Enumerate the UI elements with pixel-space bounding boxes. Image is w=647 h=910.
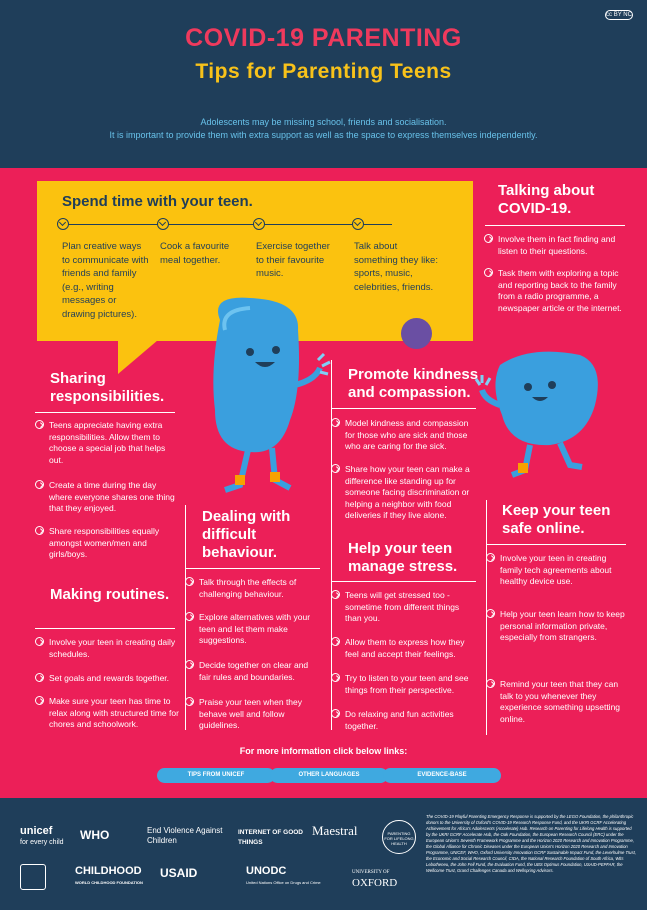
page-subtitle: Tips for Parenting Teens bbox=[195, 60, 452, 83]
chevron-right-icon bbox=[35, 637, 44, 646]
chevron-right-icon bbox=[484, 234, 493, 243]
stress-item: Do relaxing and fun activities together. bbox=[331, 709, 476, 732]
spend-time-item: Plan creative ways to communicate with friends and family (e.g., writing messages or drawing pictures). bbox=[62, 241, 149, 320]
license-badge: cc BY NC bbox=[606, 12, 632, 18]
other-languages-button[interactable]: OTHER LANGUAGES bbox=[270, 768, 388, 783]
spend-time-title: Spend time with your teen. bbox=[62, 193, 253, 210]
chevron-right-icon bbox=[35, 420, 44, 429]
section-divider bbox=[331, 581, 476, 582]
routines-title: Making routines. bbox=[50, 586, 170, 603]
spend-time-item: Exercise together to their favourite music. bbox=[256, 241, 330, 279]
difficult-item: Talk through the effects of challenging behaviour. bbox=[185, 577, 320, 600]
spend-time-divider bbox=[62, 224, 392, 225]
stress-item: Allow them to express how they feel and accept their feelings. bbox=[331, 637, 476, 660]
chevron-down-icon bbox=[57, 218, 69, 230]
evidence-base-button[interactable]: EVIDENCE-BASE bbox=[383, 768, 501, 783]
chevron-right-icon bbox=[331, 418, 340, 427]
routines-item: Involve your teen in creating daily schedules. bbox=[35, 637, 180, 660]
online-item: Help your teen learn how to keep personal information private, especially from strangers. bbox=[486, 609, 626, 644]
chevron-right-icon bbox=[35, 480, 44, 489]
talking-item: Task them with exploring a topic and reporting back to the family from a radio programme, a newspaper article or the internet. bbox=[484, 268, 624, 314]
tips-from-unicef-button[interactable]: TIPS FROM UNICEF bbox=[157, 768, 275, 783]
intro-line-1: Adolescents may be missing school, friends and socialisation. bbox=[200, 117, 447, 127]
maestral-logo: Maestral bbox=[312, 823, 358, 838]
section-divider bbox=[185, 568, 320, 569]
chevron-right-icon bbox=[35, 526, 44, 535]
kindness-item: Model kindness and compassion for those who are sick and those who are caring for the sick. bbox=[331, 418, 476, 453]
internet-of-good-things-logo: INTERNET OF GOOD THINGS bbox=[238, 829, 303, 846]
routines-item: Make sure your teen has time to relax along with structured time for chores and schoolwork. bbox=[35, 696, 180, 731]
intro-text bbox=[0, 116, 647, 142]
page-title: COVID-19 PARENTING bbox=[185, 24, 462, 52]
chevron-right-icon bbox=[185, 612, 194, 621]
more-info-prompt: For more information click below links: bbox=[239, 746, 408, 756]
chevron-right-icon bbox=[185, 660, 194, 669]
sharing-item: Create a time during the day where everyone shares one thing that they enjoyed. bbox=[35, 480, 180, 515]
section-divider bbox=[331, 408, 476, 409]
chevron-right-icon bbox=[331, 590, 340, 599]
chevron-right-icon bbox=[331, 637, 340, 646]
chevron-right-icon bbox=[35, 696, 44, 705]
ball-illustration bbox=[401, 318, 432, 349]
difficult-item: Explore alternatives with your teen and let them make suggestions. bbox=[185, 612, 320, 647]
kindness-item: Share how your teen can make a difference like standing up for someone facing discrimination or helping a neighbor with food deliveries if they live alone. bbox=[331, 464, 476, 522]
online-title: Keep your teen safe online. bbox=[502, 502, 611, 537]
usaid-logo: USAID bbox=[160, 866, 198, 880]
stress-item: Try to listen to your teen and see things from their perspective. bbox=[331, 673, 476, 696]
oxford-logo: UNIVERSITY OF OXFORD bbox=[352, 870, 398, 889]
spend-time-item: Talk about something they like: sports, music, celebrities, friends. bbox=[354, 241, 438, 293]
chevron-down-icon bbox=[157, 218, 169, 230]
spend-time-box-tail bbox=[118, 340, 158, 374]
teen-character-right-illustration bbox=[470, 345, 620, 505]
childhood-logo: CHILDHOOD WORLD CHILDHOOD FOUNDATION bbox=[75, 865, 143, 885]
teen-character-left-illustration bbox=[180, 290, 340, 510]
talking-item: Involve them in fact finding and listen to their questions. bbox=[484, 234, 624, 257]
intro-line-2: It is important to provide them with extra support as well as the space to express themselves independently. bbox=[109, 130, 538, 140]
emblem-logo bbox=[20, 864, 46, 890]
sharing-item: Share responsibilities equally amongst women/men and girls/boys. bbox=[35, 526, 180, 561]
stress-title: Help your teen manage stress. bbox=[348, 540, 458, 575]
stress-item: Teens will get stressed too - sometime from different things than you. bbox=[331, 590, 476, 625]
chevron-right-icon bbox=[331, 709, 340, 718]
kindness-title: Promote kindness and compassion. bbox=[348, 366, 479, 401]
section-divider bbox=[35, 412, 175, 413]
chevron-right-icon bbox=[484, 268, 493, 277]
difficult-item: Praise your teen when they behave well and follow guidelines. bbox=[185, 697, 320, 732]
sharing-item: Teens appreciate having extra responsibilities. Allow them to choose a special job that helps out. bbox=[35, 420, 180, 466]
chevron-right-icon bbox=[486, 679, 495, 688]
spend-time-item: Cook a favourite meal together. bbox=[160, 241, 230, 266]
routines-item: Set goals and rewards together. bbox=[35, 673, 180, 685]
chevron-down-icon bbox=[253, 218, 265, 230]
chevron-right-icon bbox=[185, 577, 194, 586]
chevron-right-icon bbox=[331, 673, 340, 682]
section-divider bbox=[485, 225, 625, 226]
chevron-right-icon bbox=[486, 609, 495, 618]
section-divider bbox=[35, 628, 175, 629]
online-item: Involve your teen in creating family tech agreements about healthy device use. bbox=[486, 553, 626, 588]
chevron-right-icon bbox=[185, 697, 194, 706]
end-violence-logo: End Violence Against Children bbox=[147, 826, 223, 845]
chevron-down-icon bbox=[352, 218, 364, 230]
chevron-right-icon bbox=[331, 464, 340, 473]
online-item: Remind your teen that they can talk to you whenever they experience something upsetting online. bbox=[486, 679, 626, 725]
sharing-title: Sharing responsibilities. bbox=[50, 370, 165, 405]
funding-fine-print: The COVID-19 Playful Parenting Emergency Response is supported by the LEGO Foundation, the philanthropic donors to the University of Oxford's COVID-19 Research Response Fund, and the UKRI GCRF Accelerating Achievement for Africa's Adolescents (Accelerate) Hub. Research on Parenting for Lifelong Health is supported by the UKRI GCRF Accelerate Hub, the Oak Foundation, the European Research Council (ERC) under the European Union's Seventh Framework Programme and the Horizon 2020 Research and Innovation Programme, the Global Alliance for Chronic Diseases under the European Union's Horizon 2020 Research and Innovation Programme, UNICEF, WHO, Oxford University Innovation GCRF Sustainable Impact Fund, the Leverhulme Trust, the Economic and Social Research Council, CIDA, the National Research Foundation of South Africa, Wits Lebotheneu, the John Fell Fund, the Evaluation Fund, the UBS Optimus Foundation, USAID-PEPFAR, the Wellcome Trust, Grand Challenges Canada and Wellspring Advisors. bbox=[426, 814, 636, 873]
who-logo: WHO bbox=[80, 828, 110, 842]
chevron-right-icon bbox=[486, 553, 495, 562]
chevron-right-icon bbox=[35, 673, 44, 682]
section-divider bbox=[486, 544, 626, 545]
unicef-logo: unicef for every child bbox=[20, 825, 64, 846]
talking-title: Talking about COVID-19. bbox=[498, 182, 595, 217]
parenting-for-lifelong-health-logo: PARENTING FOR LIFELONG HEALTH bbox=[382, 820, 416, 854]
unodc-logo: UNODC United Nations Office on Drugs and Crime bbox=[246, 865, 321, 885]
difficult-title: Dealing with difficult behaviour. bbox=[202, 508, 291, 561]
difficult-item: Decide together on clear and fair rules and boundaries. bbox=[185, 660, 320, 683]
